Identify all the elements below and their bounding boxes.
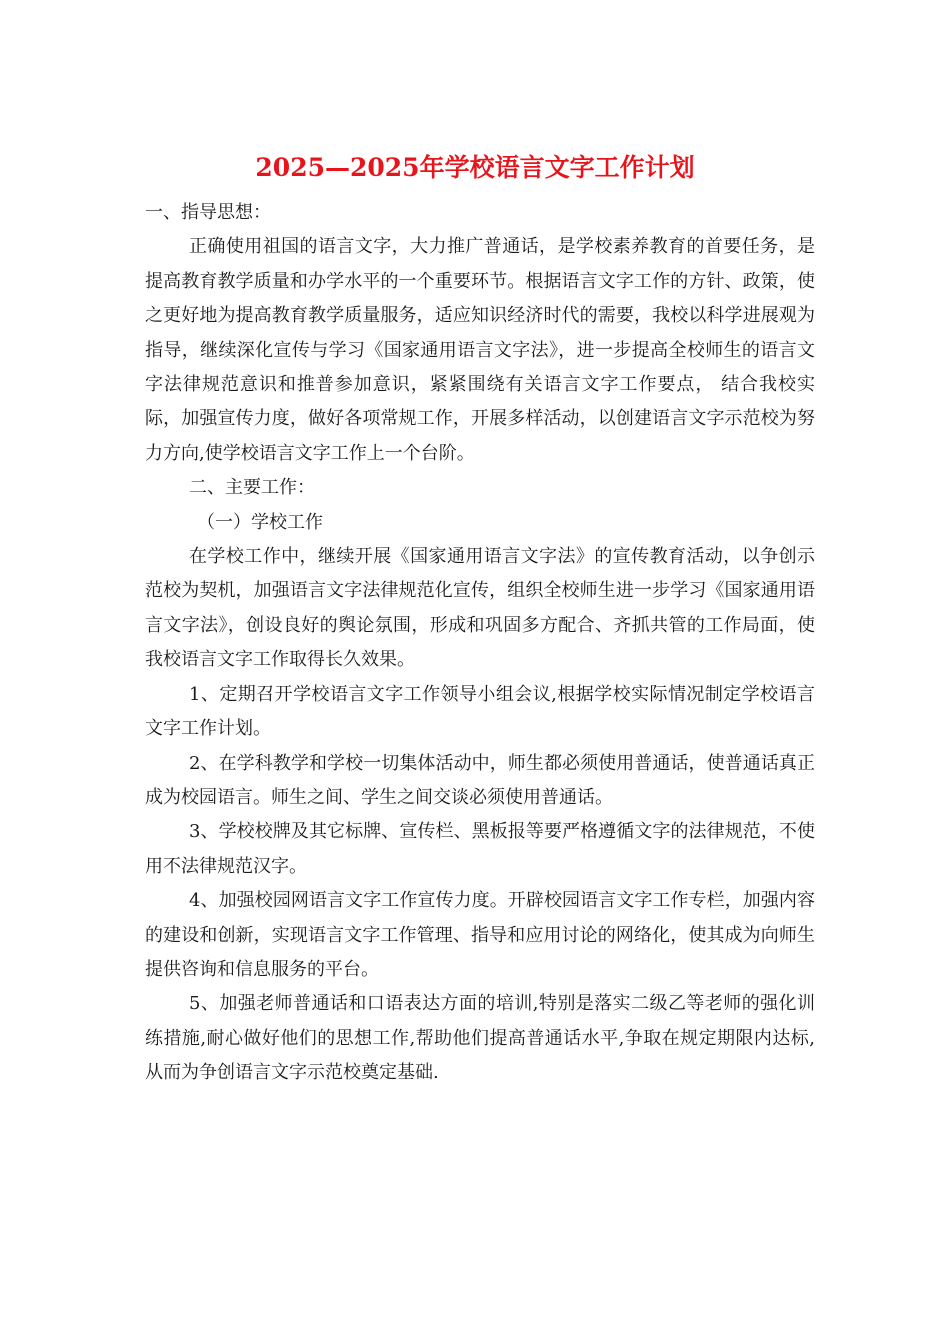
paragraph-guiding-ideology: 正确使用祖国的语言文字，大力推广普通话，是学校素养教育的首要任务，是提高教育教学质量和办学水平的一个重要环节。根据语言文字工作的方针、政策，使之更好地为提高教育教学质量服务，适应知识经济时代的需要，我校以科学进展观为指导，继续深化宣传与学习《国家通用语言文字法》，进一步提高全校师生的语言文字法律规范意识和推普参加意识，紧紧围绕有关语言文字工作要点， 结合我校实际，加强宣传力度，做好各项常规工作，开展多样活动，以创建语言文字示范校为努力方向,使学校语言文字工作上一个台阶。 (145, 236, 815, 464)
document-body (145, 196, 815, 1091)
paragraph-school-work-intro: 在学校工作中，继续开展《国家通用语言文字法》的宣传教育活动，以争创示范校为契机，加强语言文字法律规范化宣传，组织全校师生进一步学习《国家通用语言文字法》，创设良好的舆论氛围，形成和巩固多方配合、齐抓共管的工作局面，使我校语言文字工作取得长久效果。 (145, 546, 815, 671)
document-title: 2025—2025年学校语言文字工作计划 (255, 153, 695, 182)
list-item-3: 3、学校校牌及其它标牌、宣传栏、黑板报等要严格遵循文字的法律规范，不使用不法律规范汉字。 (145, 821, 815, 877)
list-item-4: 4、加强校园网语言文字工作宣传力度。开辟校园语言文字工作专栏，加强内容的建设和创新，实现语言文字工作管理、指导和应用讨论的网络化，使其成为向师生提供咨询和信息服务的平台。 (145, 890, 815, 980)
section-heading-main-work: 二、主要工作： (189, 477, 315, 499)
list-item-2: 2、在学科教学和学校一切集体活动中，师生都必须使用普通话，使普通话真正成为校园语言。师生之间、学生之间交谈必须使用普通话。 (145, 752, 815, 808)
section-heading-guiding-ideology: 一、指导思想： (145, 202, 271, 223)
list-item-5: 5、加强老师普通话和口语表达方面的培训,特别是落实二级乙等老师的强化训练措施,耐心做好他们的思想工作,帮助他们提高普通话水平,争取在规定期限内达标,从而为争创语言文字示范校奠定基础. (145, 993, 815, 1084)
subsection-heading-school-work: （一）学校工作 (197, 511, 323, 533)
list-item-1: 1、定期召开学校语言文字工作领导小组会议,根据学校实际情况制定学校语言文字工作计划。 (145, 683, 815, 740)
